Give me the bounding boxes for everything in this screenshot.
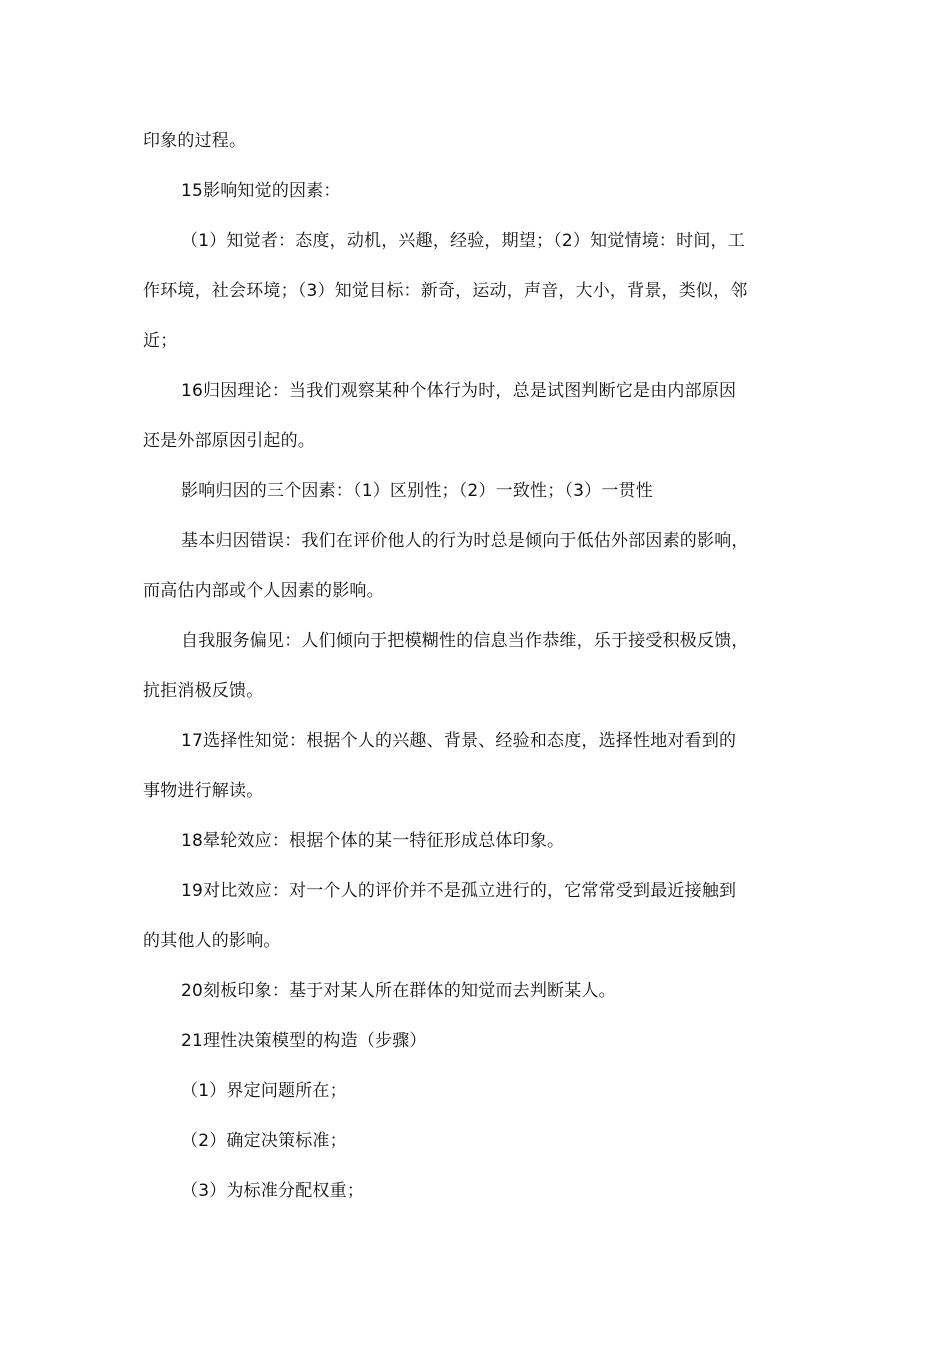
text-line: 近； [143,331,178,351]
heading-18: 18晕轮效应：根据个体的某一特征形成总体印象。 [181,831,565,851]
list-item: （1）界定问题所在； [181,1081,347,1101]
heading-16: 16归因理论：当我们观察某种个体行为时，总是试图判断它是由内部原因 [181,381,737,401]
heading-17: 17选择性知觉：根据个人的兴趣、背景、经验和态度，选择性地对看到的 [181,731,737,751]
heading-19: 19对比效应：对一个人的评价并不是孤立进行的，它常常受到最近接触到 [181,881,737,901]
list-item: （3）为标准分配权重； [181,1181,365,1201]
text-line: 抗拒消极反馈。 [143,681,264,701]
text-line: 基本归因错误：我们在评价他人的行为时总是倾向于低估外部因素的影响， [181,531,749,551]
text-line: （1）知觉者：态度，动机，兴趣，经验，期望；（2）知觉情境：时间，工 [181,231,745,251]
text-line: 事物进行解读。 [143,781,264,801]
list-item: （2）确定决策标准； [181,1131,347,1151]
heading-21: 21理性决策模型的构造（步骤） [181,1031,427,1051]
text-line: 的其他人的影响。 [143,931,281,951]
text-line: 影响归因的三个因素：（1）区别性；（2）一致性；（3）一贯性 [181,481,653,501]
heading-15: 15影响知觉的因素： [181,181,341,201]
text-line: 而高估内部或个人因素的影响。 [143,581,384,601]
text-line: 自我服务偏见：人们倾向于把模糊性的信息当作恭维，乐于接受积极反馈， [181,631,749,651]
heading-20: 20刻板印象：基于对某人所在群体的知觉而去判断某人。 [181,981,616,1001]
text-line: 作环境，社会环境；（3）知觉目标：新奇，运动，声音，大小，背景，类似，邻 [143,281,748,301]
text-line: 印象的过程。 [143,131,247,151]
text-line: 还是外部原因引起的。 [143,431,315,451]
